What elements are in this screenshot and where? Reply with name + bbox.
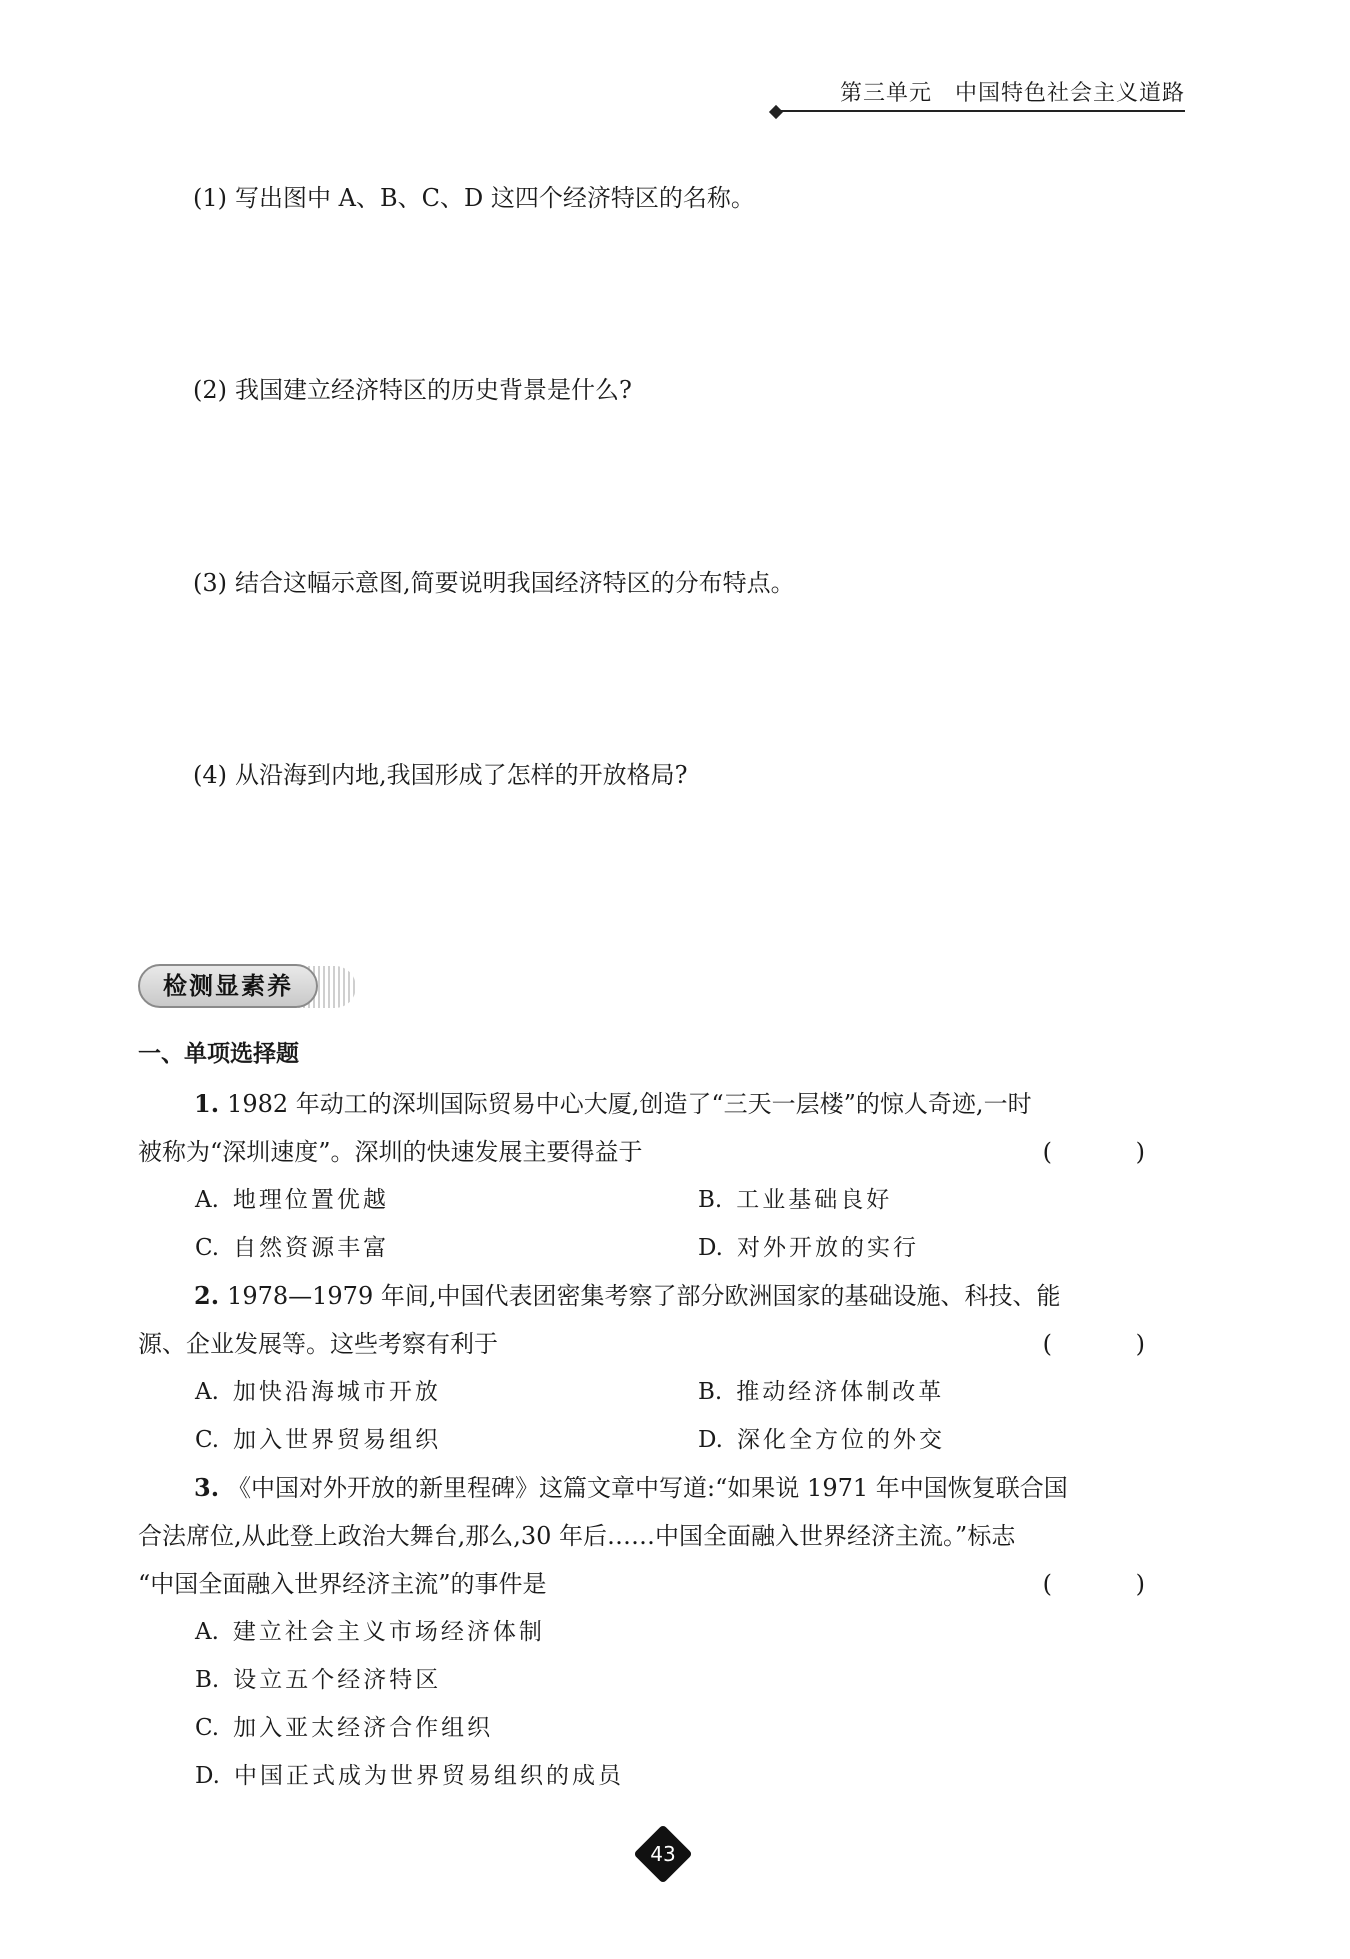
option-d[interactable]: [698, 1416, 945, 1464]
answer-blank[interactable]: ( ): [1042, 1330, 1183, 1358]
answer-blank[interactable]: ( ): [1042, 1570, 1183, 1598]
question-3-line-2: [138, 1512, 1183, 1560]
option-text: 中国正式成为世界贸易组织的成员: [233, 1763, 624, 1789]
option-b[interactable]: [698, 1176, 892, 1224]
sub-question-text: 我国建立经济特区的历史背景是什么?: [235, 376, 632, 404]
answer-blank[interactable]: ( ): [1042, 1138, 1183, 1166]
option-b[interactable]: [698, 1368, 944, 1416]
sub-question: [193, 563, 795, 598]
question-number: 1.: [194, 1089, 220, 1118]
option-a[interactable]: [195, 1368, 441, 1416]
sub-question-text: 写出图中 A、B、C、D 这四个经济特区的名称。: [235, 184, 755, 212]
diamond-icon: [769, 105, 783, 119]
option-letter: A.: [195, 1379, 219, 1405]
sub-question: [193, 755, 688, 790]
question-number: 2.: [194, 1281, 220, 1310]
question-2-line-2: [138, 1320, 1183, 1368]
option-text: 深化全方位的外交: [736, 1427, 945, 1453]
question-number: 3.: [194, 1473, 220, 1502]
unit-title: 第三单元 中国特色社会主义道路: [839, 81, 1185, 106]
sub-question-number: (1): [193, 184, 227, 212]
option-a[interactable]: [195, 1608, 545, 1656]
sub-question-number: (4): [193, 761, 227, 789]
sub-question-number: (2): [193, 376, 227, 404]
question-text: 源、企业发展等。这些考察有利于: [138, 1330, 498, 1358]
question-text: 被称为“深圳速度”。深圳的快速发展主要得益于: [138, 1138, 643, 1166]
option-letter: A.: [195, 1187, 219, 1213]
question-3-line-1: [138, 1464, 1183, 1512]
option-letter: C.: [195, 1235, 220, 1261]
question-text: 1982 年动工的深圳国际贸易中心大厦,创造了“三天一层楼”的惊人奇迹,一时: [227, 1090, 1032, 1118]
question-text: 1978—1979 年间,中国代表团密集考察了部分欧洲国家的基础设施、科技、能: [227, 1282, 1061, 1310]
question-1-line-2: [138, 1128, 1183, 1176]
option-letter: B.: [195, 1667, 220, 1693]
option-text: 对外开放的实行: [736, 1235, 919, 1261]
page-number: [637, 1828, 689, 1880]
sub-question: [193, 370, 632, 405]
option-letter: C.: [195, 1715, 220, 1741]
option-letter: B.: [698, 1379, 723, 1405]
option-text: 推动经济体制改革: [736, 1379, 945, 1405]
option-letter: D.: [698, 1427, 723, 1453]
sub-question-text: 从沿海到内地,我国形成了怎样的开放格局?: [235, 761, 688, 789]
running-header: [775, 76, 1185, 112]
option-text: 自然资源丰富: [233, 1235, 390, 1261]
option-text: 地理位置优越: [232, 1187, 389, 1213]
sub-question: [193, 178, 755, 213]
option-c[interactable]: [195, 1224, 389, 1272]
option-text: 加入亚太经济合作组织: [233, 1715, 494, 1741]
sub-question-number: (3): [193, 569, 227, 597]
option-d[interactable]: [195, 1752, 624, 1800]
option-letter: C.: [195, 1427, 220, 1453]
option-text: 工业基础良好: [736, 1187, 893, 1213]
question-3-line-3: [138, 1560, 1183, 1608]
page-number-text: 43: [650, 1842, 676, 1866]
option-text: 建立社会主义市场经济体制: [232, 1619, 545, 1645]
option-a[interactable]: [195, 1176, 389, 1224]
sub-question-text: 结合这幅示意图,简要说明我国经济特区的分布特点。: [235, 569, 795, 597]
option-c[interactable]: [195, 1704, 493, 1752]
question-1-line-1: [138, 1080, 1183, 1128]
option-letter: A.: [195, 1619, 219, 1645]
question-text: 《中国对外开放的新里程碑》这篇文章中写道:“如果说 1971 年中国恢复联合国: [227, 1474, 1068, 1502]
option-text: 加入世界贸易组织: [233, 1427, 442, 1453]
option-d[interactable]: [698, 1224, 919, 1272]
option-b[interactable]: [195, 1656, 441, 1704]
option-letter: D.: [195, 1763, 220, 1789]
option-text: 设立五个经济特区: [233, 1667, 442, 1693]
option-letter: D.: [698, 1235, 723, 1261]
option-c[interactable]: [195, 1416, 441, 1464]
question-text: “中国全面融入世界经济主流”的事件是: [138, 1570, 547, 1598]
badge-label: 检测显素养: [163, 972, 293, 1000]
option-text: 加快沿海城市开放: [232, 1379, 441, 1405]
section-title: 一、单项选择题: [138, 1041, 299, 1067]
question-text: 合法席位,从此登上政治大舞台,那么,30 年后……中国全面融入世界经济主流。”标志: [138, 1522, 1016, 1550]
section-badge: [138, 962, 356, 1012]
option-letter: B.: [698, 1187, 723, 1213]
question-2-line-1: [138, 1272, 1183, 1320]
